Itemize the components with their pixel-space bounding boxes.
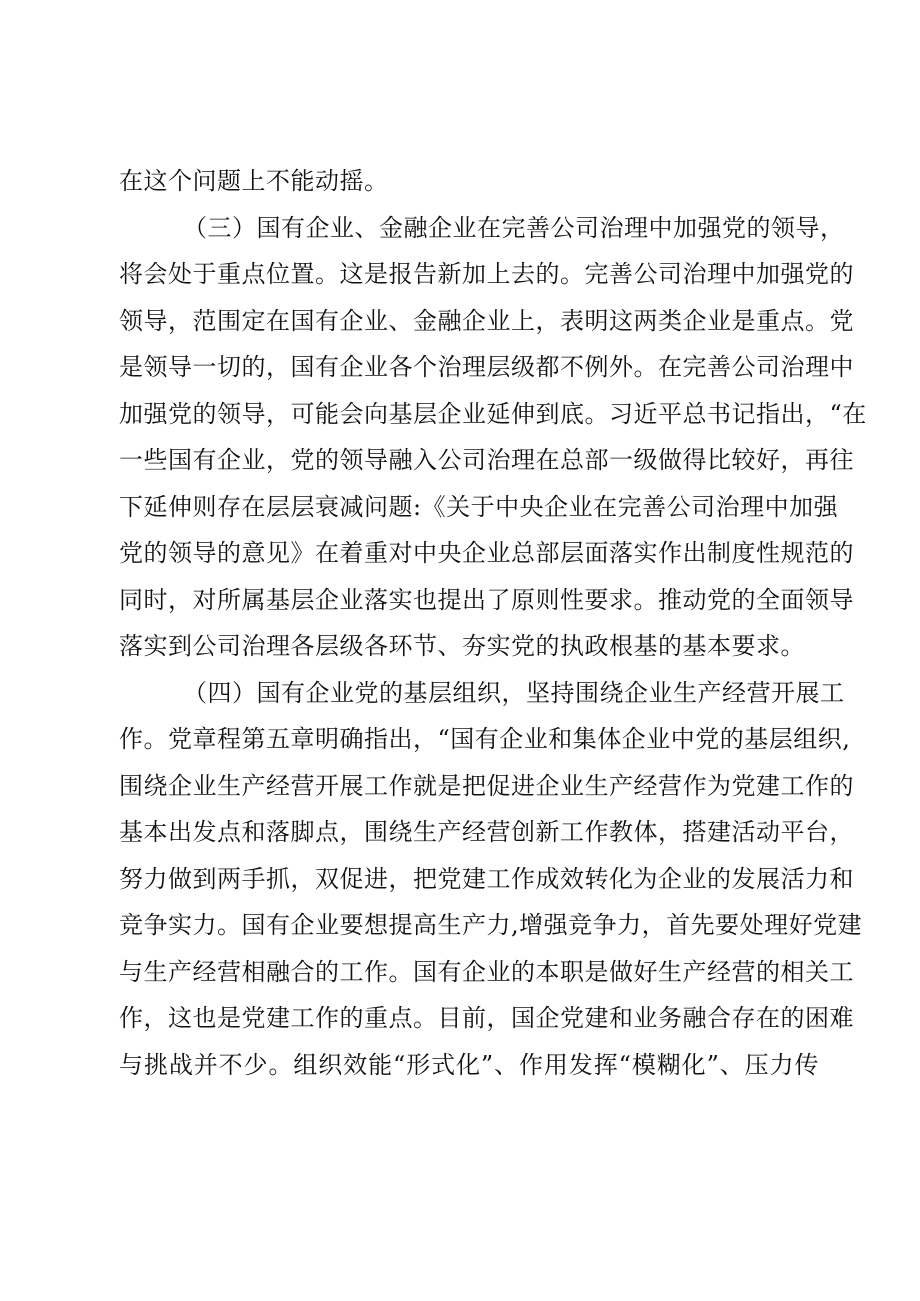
text-line: 努力做到两手抓，双促进，把党建工作成效转化为企业的发展活力和 bbox=[119, 864, 854, 893]
text-line: 加强党的领导，可能会向基层企业延伸到底。习近平总书记指出，“在 bbox=[119, 399, 867, 428]
text-line: 在这个问题上不能动摇。 bbox=[119, 167, 389, 195]
text-line: 与生产经营相融合的工作。国有企业的本职是做好生产经营的相关工 bbox=[119, 957, 854, 986]
text-line: 与挑战并不少。组织效能“形式化”、作用发挥“模糊化”、压力传 bbox=[119, 1050, 819, 1079]
text-line: 落实到公司治理各层级各环节、夯实党的执政根基的基本要求。 bbox=[119, 632, 805, 660]
text-line: 基本出发点和落脚点，围绕生产经营创新工作教体，搭建活动平台， bbox=[119, 818, 854, 846]
text-line: 将会处于重点位置。这是报告新加上去的。完善公司治理中加强党的 bbox=[119, 260, 854, 288]
text-line: 党的领导的意见》在着重对中央企业总部层面落实作出制度性规范的 bbox=[119, 539, 854, 567]
text-line: 同时，对所属基层企业落实也提出了原则性要求。推动党的全面领导 bbox=[119, 585, 854, 614]
text-line: 作，这也是党建工作的重点。目前，国企党建和业务融合存在的困难 bbox=[119, 1004, 854, 1032]
text-line: 竞争实力。国有企业要想提高生产力,增强竞争力，首先要处理好党建 bbox=[119, 911, 863, 939]
body-text bbox=[119, 158, 867, 1088]
text-line: 领导，范围定在国有企业、金融企业上，表明这两类企业是重点。党 bbox=[119, 306, 854, 335]
text-line: 下延伸则存在层层衰减问题:《关于中央企业在完善公司治理中加强 bbox=[119, 492, 839, 521]
text-line: 是领导一切的，国有企业各个治理层级都不例外。在完善公司治理中 bbox=[119, 353, 854, 381]
text-line: 一些国有企业，党的领导融入公司治理在总部一级做得比较好，再往 bbox=[119, 446, 854, 474]
text-line: 围绕企业生产经营开展工作就是把促进企业生产经营作为党建工作的 bbox=[119, 771, 854, 800]
section-heading-line: （四）国有企业党的基层组织，坚持围绕企业生产经营开展工 bbox=[183, 678, 845, 707]
text-line: 作。党章程第五章明确指出，“国有企业和集体企业中党的基层组织, bbox=[119, 725, 851, 753]
section-heading-line: （三）国有企业、金融企业在完善公司治理中加强党的领导， bbox=[183, 213, 845, 242]
